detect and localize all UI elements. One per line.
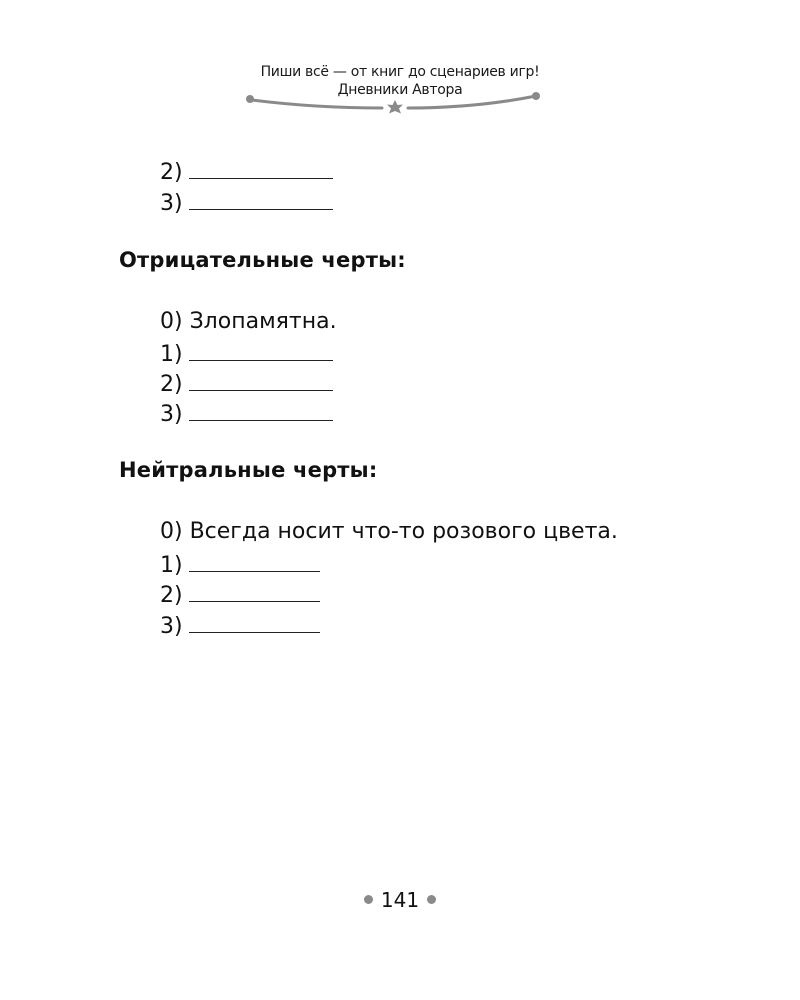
fill-in-blank[interactable]	[189, 400, 333, 421]
neutral-trait-item-1	[160, 551, 320, 579]
page-number: 141	[380, 888, 420, 912]
fill-in-blank[interactable]	[189, 158, 333, 179]
footer-dot-left-icon	[364, 895, 373, 904]
item-number: 3)	[160, 191, 183, 216]
negative-traits-heading: Отрицательные черты:	[119, 248, 406, 272]
item-number: 2)	[160, 160, 183, 185]
negative-trait-item-2	[160, 370, 333, 398]
fill-in-blank[interactable]	[189, 612, 320, 633]
item-number: 1)	[160, 553, 183, 578]
neutral-trait-item-3	[160, 612, 320, 640]
item-number: 2)	[160, 583, 183, 608]
item-number: 2)	[160, 372, 183, 397]
ornament-star-icon	[387, 100, 403, 114]
negative-trait-item-3	[160, 400, 333, 428]
positive-trait-item-2	[160, 158, 333, 186]
neutral-traits-heading: Нейтральные черты:	[119, 458, 378, 482]
fill-in-blank[interactable]	[189, 551, 320, 572]
footer-dot-right-icon	[427, 895, 436, 904]
positive-trait-item-3	[160, 189, 333, 217]
item-number: 3)	[160, 614, 183, 639]
fill-in-blank[interactable]	[189, 581, 320, 602]
fill-in-blank[interactable]	[189, 340, 333, 361]
fill-in-blank[interactable]	[189, 370, 333, 391]
ornament-dot-left	[246, 95, 254, 103]
negative-trait-item-1	[160, 340, 333, 368]
header-title: Пиши всё — от книг до сценариев игр!	[260, 64, 540, 80]
item-number: 3)	[160, 402, 183, 427]
fill-in-blank[interactable]	[189, 189, 333, 210]
item-number: 1)	[160, 342, 183, 367]
neutral-trait-example: 0) Всегда носит что-то розового цвета.	[160, 519, 618, 544]
header-subtitle: Дневники Автора	[337, 82, 463, 98]
header-ornament	[240, 86, 550, 118]
neutral-trait-item-2	[160, 581, 320, 609]
page-footer	[0, 888, 800, 912]
ornament-dot-right	[532, 92, 540, 100]
negative-trait-example: 0) Злопамятна.	[160, 309, 337, 334]
